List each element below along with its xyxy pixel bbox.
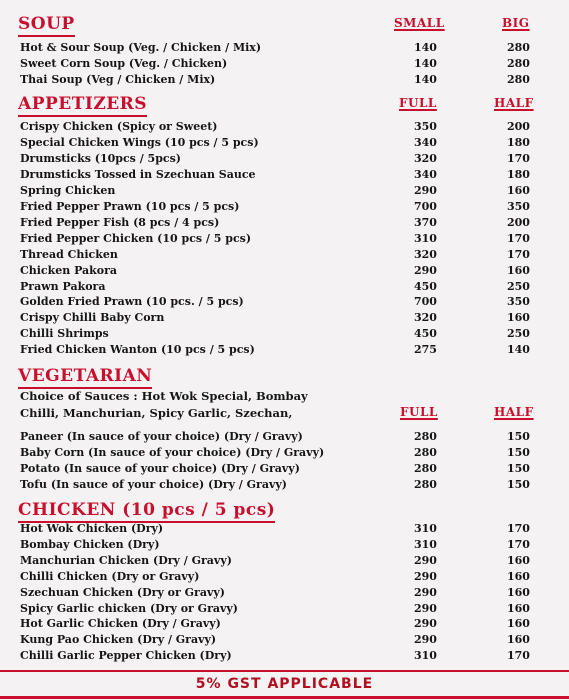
item-price-primary: 280: [414, 445, 437, 459]
menu-item-row: [20, 199, 540, 215]
item-price-primary: 450: [414, 279, 437, 293]
column-header-half: HALF: [494, 405, 534, 419]
gst-note: 5% GST APPLICABLE: [195, 676, 374, 692]
item-price-secondary: 140: [507, 343, 530, 357]
menu-item-row: [20, 601, 540, 617]
item-price-secondary: 250: [507, 279, 530, 293]
item-price-primary: 290: [414, 617, 437, 631]
item-price-secondary: 160: [507, 553, 530, 567]
menu-item-row: [20, 40, 540, 56]
item-name: Thai Soup (Veg / Chicken / Mix): [20, 72, 216, 86]
item-price-primary: 320: [414, 311, 437, 325]
menu-item-row: [20, 119, 540, 135]
item-price-secondary: 150: [507, 430, 530, 443]
item-name: Hot Garlic Chicken (Dry / Gravy): [20, 617, 221, 631]
item-name: Fried Pepper Chicken (10 pcs / 5 pcs): [20, 231, 252, 245]
item-price-secondary: 180: [507, 167, 530, 181]
item-price-primary: 290: [414, 569, 437, 583]
menu-item-row: [20, 279, 540, 295]
item-price-primary: 280: [414, 430, 437, 443]
menu-item-row: [20, 648, 540, 664]
section-header-soup: [18, 14, 558, 38]
menu-item-row: [20, 231, 540, 247]
menu-item-row: [20, 569, 540, 585]
item-price-primary: 450: [414, 327, 437, 341]
item-name: Fried Chicken Wanton (10 pcs / 5 pcs): [20, 343, 255, 357]
item-price-primary: 290: [414, 601, 437, 615]
column-header-small: SMALL: [394, 16, 445, 30]
menu-item-row: [20, 183, 540, 199]
section-title: SOUP: [18, 14, 75, 37]
menu-item-row: [20, 151, 540, 167]
item-price-secondary: 170: [507, 231, 530, 245]
item-price-secondary: 250: [507, 327, 530, 341]
menu-item-row: [20, 135, 540, 151]
item-price-primary: 290: [414, 585, 437, 599]
column-header-full: FULL: [399, 96, 437, 110]
section-header-vegetarian: [18, 366, 558, 390]
item-name: Chilli Garlic Pepper Chicken (Dry): [20, 649, 232, 663]
item-price-secondary: 150: [507, 445, 530, 459]
item-price-primary: 320: [414, 247, 437, 261]
item-price-primary: 280: [414, 461, 437, 475]
item-price-primary: 310: [414, 231, 437, 245]
item-name: Thread Chicken: [20, 247, 118, 261]
item-price-secondary: 200: [507, 120, 530, 133]
item-name: Baby Corn (In sauce of your choice) (Dry / Gravy): [20, 445, 325, 459]
menu-item-row: [20, 342, 540, 358]
item-price-secondary: 160: [507, 183, 530, 197]
section-title: APPETIZERS: [18, 94, 147, 117]
footer-divider: [0, 670, 569, 672]
menu-item-row: [20, 632, 540, 648]
item-price-primary: 700: [414, 295, 437, 309]
item-name: Manchurian Chicken (Dry / Gravy): [20, 553, 232, 567]
item-price-primary: 290: [414, 183, 437, 197]
item-price-secondary: 160: [507, 617, 530, 631]
item-price-secondary: 150: [507, 461, 530, 475]
item-name: Szechuan Chicken (Dry or Gravy): [20, 585, 225, 599]
item-price-secondary: 280: [507, 56, 530, 70]
item-name: Spring Chicken: [20, 183, 116, 197]
item-price-secondary: 160: [507, 585, 530, 599]
item-price-primary: 700: [414, 199, 437, 213]
item-name: Drumsticks (10pcs / 5pcs): [20, 151, 181, 165]
item-price-secondary: 160: [507, 263, 530, 277]
item-name: Special Chicken Wings (10 pcs / 5 pcs): [20, 135, 259, 149]
item-price-secondary: 170: [507, 649, 530, 663]
item-name: Bombay Chicken (Dry): [20, 537, 160, 551]
section-title: CHICKEN (10 pcs / 5 pcs): [18, 500, 275, 523]
item-price-primary: 310: [414, 522, 437, 535]
item-name: Crispy Chicken (Spicy or Sweet): [20, 120, 218, 133]
menu-item-row: [20, 263, 540, 279]
item-price-primary: 340: [414, 135, 437, 149]
item-price-primary: 280: [414, 477, 437, 491]
menu-item-row: [20, 167, 540, 183]
item-price-secondary: 160: [507, 601, 530, 615]
menu-item-row: [20, 553, 540, 569]
menu-item-row: [20, 429, 540, 445]
item-name: Sweet Corn Soup (Veg. / Chicken): [20, 56, 228, 70]
menu-item-row: [20, 326, 540, 342]
item-price-secondary: 350: [507, 295, 530, 309]
item-name: Fried Pepper Prawn (10 pcs / 5 pcs): [20, 199, 240, 213]
item-price-secondary: 170: [507, 537, 530, 551]
item-price-secondary: 180: [507, 135, 530, 149]
section-header-appetizers: [18, 94, 558, 118]
item-name: Hot & Sour Soup (Veg. / Chicken / Mix): [20, 41, 262, 54]
item-price-secondary: 170: [507, 247, 530, 261]
menu-item-row: [20, 215, 540, 231]
menu-item-row: [20, 521, 540, 537]
item-name: Tofu (In sauce of your choice) (Dry / Gravy): [20, 477, 287, 491]
menu-item-row: [20, 310, 540, 326]
item-name: Fried Pepper Fish (8 pcs / 4 pcs): [20, 215, 220, 229]
item-name: Chicken Pakora: [20, 263, 118, 277]
item-name: Potato (In sauce of your choice) (Dry / Gravy): [20, 461, 300, 475]
item-price-secondary: 280: [507, 72, 530, 86]
item-price-primary: 370: [414, 215, 437, 229]
item-price-primary: 310: [414, 649, 437, 663]
sauce-note-line-1: Choice of Sauces : Hot Wok Special, Bombay: [20, 389, 308, 403]
item-name: Hot Wok Chicken (Dry): [20, 522, 164, 535]
item-name: Chilli Shrimps: [20, 327, 109, 341]
item-name: Drumsticks Tossed in Szechuan Sauce: [20, 167, 256, 181]
sauce-note-line-2: Chilli, Manchurian, Spicy Garlic, Szechan,: [20, 406, 293, 420]
menu-item-row: [20, 72, 540, 88]
column-header-half: HALF: [494, 96, 534, 110]
menu-item-row: [20, 477, 540, 493]
item-price-secondary: 160: [507, 633, 530, 647]
item-price-secondary: 160: [507, 311, 530, 325]
menu-item-row: [20, 616, 540, 632]
item-price-secondary: 170: [507, 522, 530, 535]
menu-item-row: [20, 537, 540, 553]
item-price-secondary: 280: [507, 41, 530, 54]
menu-item-row: [20, 56, 540, 72]
item-name: Paneer (In sauce of your choice) (Dry / Gravy): [20, 430, 303, 443]
menu-item-row: [20, 585, 540, 601]
item-price-secondary: 200: [507, 215, 530, 229]
item-price-primary: 310: [414, 537, 437, 551]
item-price-primary: 340: [414, 167, 437, 181]
menu-item-row: [20, 445, 540, 461]
item-price-primary: 140: [414, 56, 437, 70]
item-name: Kung Pao Chicken (Dry / Gravy): [20, 633, 217, 647]
item-name: Chilli Chicken (Dry or Gravy): [20, 569, 200, 583]
item-name: Spicy Garlic chicken (Dry or Gravy): [20, 601, 238, 615]
item-name: Prawn Pakora: [20, 279, 106, 293]
item-price-secondary: 350: [507, 199, 530, 213]
item-name: Golden Fried Prawn (10 pcs. / 5 pcs): [20, 295, 244, 309]
bottom-border: [0, 696, 569, 699]
item-price-primary: 350: [414, 120, 437, 133]
item-price-primary: 140: [414, 41, 437, 54]
item-price-secondary: 160: [507, 569, 530, 583]
menu-item-row: [20, 294, 540, 310]
item-price-primary: 140: [414, 72, 437, 86]
section-title: VEGETARIAN: [18, 366, 152, 389]
item-price-secondary: 170: [507, 151, 530, 165]
item-price-primary: 275: [414, 343, 437, 357]
column-header-full: FULL: [400, 405, 438, 419]
menu-item-row: [20, 247, 540, 263]
item-price-primary: 290: [414, 633, 437, 647]
item-price-secondary: 150: [507, 477, 530, 491]
menu-item-row: [20, 461, 540, 477]
item-name: Crispy Chilli Baby Corn: [20, 311, 165, 325]
item-price-primary: 320: [414, 151, 437, 165]
item-price-primary: 290: [414, 553, 437, 567]
column-header-big: BIG: [502, 16, 530, 30]
item-price-primary: 290: [414, 263, 437, 277]
